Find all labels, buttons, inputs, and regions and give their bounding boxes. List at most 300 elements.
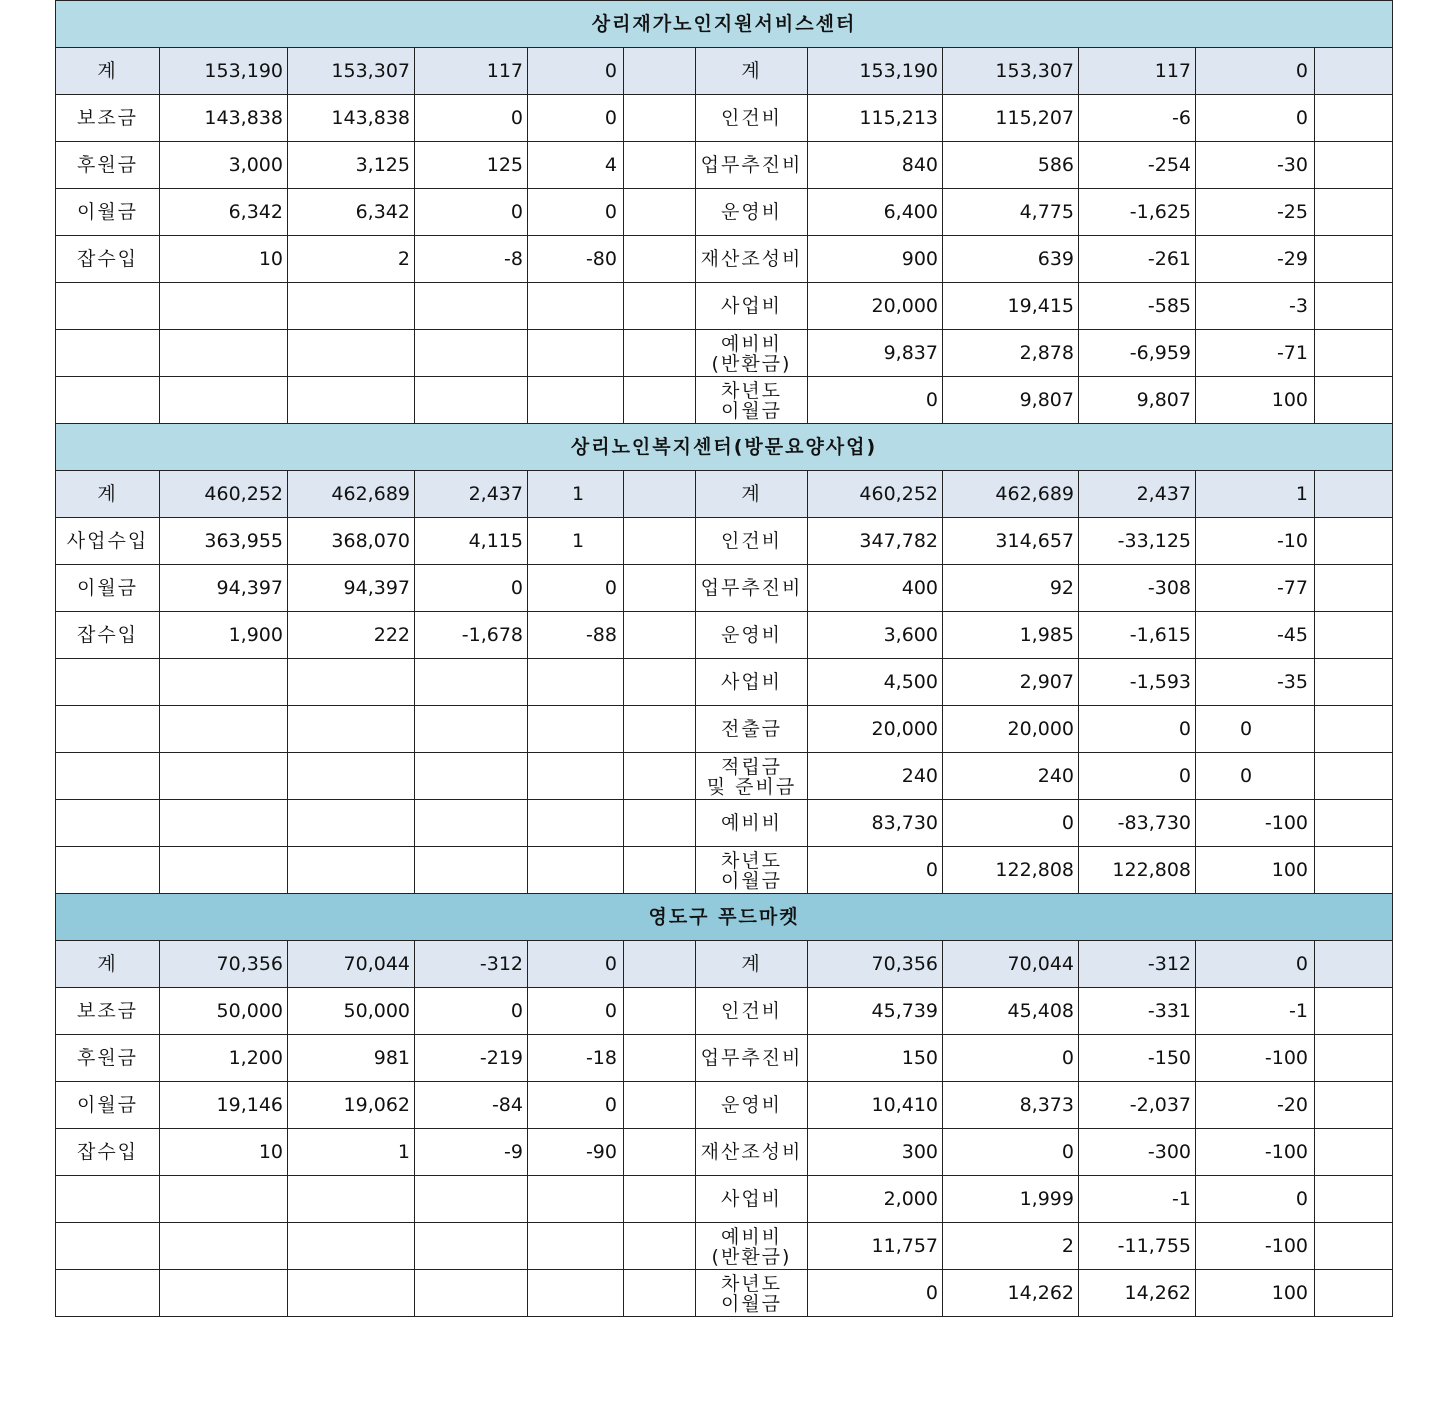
note-cell bbox=[1315, 706, 1393, 753]
amount-cell: 840 bbox=[808, 142, 943, 189]
revenue-item-label bbox=[56, 1270, 160, 1317]
revenue-rate-cell bbox=[528, 847, 624, 894]
amount-cell bbox=[160, 847, 288, 894]
amount-cell: 0 bbox=[808, 847, 943, 894]
amount-cell: 20,000 bbox=[808, 283, 943, 330]
expense-rate-cell: -71 bbox=[1196, 330, 1315, 377]
note-cell bbox=[624, 941, 696, 988]
expense-rate-cell: -77 bbox=[1196, 565, 1315, 612]
table-row bbox=[56, 236, 1393, 283]
amount-cell: 6,342 bbox=[160, 189, 288, 236]
expense-item-label: 전출금 bbox=[696, 706, 808, 753]
amount-cell: 300 bbox=[808, 1129, 943, 1176]
amount-cell: -312 bbox=[415, 941, 528, 988]
expense-rate-cell: 100 bbox=[1196, 847, 1315, 894]
amount-cell: 8,373 bbox=[943, 1082, 1079, 1129]
note-cell bbox=[624, 1176, 696, 1223]
table-row bbox=[56, 1082, 1393, 1129]
amount-cell: -8 bbox=[415, 236, 528, 283]
amount-cell bbox=[288, 283, 415, 330]
revenue-rate-cell: -80 bbox=[528, 236, 624, 283]
amount-cell: 19,062 bbox=[288, 1082, 415, 1129]
note-cell bbox=[1315, 142, 1393, 189]
expense-rate-cell: -25 bbox=[1196, 189, 1315, 236]
note-cell bbox=[624, 612, 696, 659]
revenue-rate-cell: 0 bbox=[528, 95, 624, 142]
amount-cell bbox=[415, 330, 528, 377]
note-cell bbox=[1315, 377, 1393, 424]
expense-item-label: 인건비 bbox=[696, 518, 808, 565]
amount-cell: -1,615 bbox=[1079, 612, 1196, 659]
amount-cell bbox=[415, 659, 528, 706]
amount-cell: 0 bbox=[415, 565, 528, 612]
revenue-rate-cell: -90 bbox=[528, 1129, 624, 1176]
amount-cell: 4,500 bbox=[808, 659, 943, 706]
revenue-item-label: 후원금 bbox=[56, 142, 160, 189]
revenue-rate-cell: 0 bbox=[528, 565, 624, 612]
expense-item-label: 업무추진비 bbox=[696, 1035, 808, 1082]
amount-cell: -33,125 bbox=[1079, 518, 1196, 565]
revenue-item-label bbox=[56, 1223, 160, 1270]
note-cell bbox=[1315, 1035, 1393, 1082]
revenue-item-label: 잡수입 bbox=[56, 612, 160, 659]
note-cell bbox=[624, 48, 696, 95]
amount-cell: -308 bbox=[1079, 565, 1196, 612]
expense-item-label: 계 bbox=[696, 941, 808, 988]
amount-cell: 153,307 bbox=[288, 48, 415, 95]
revenue-rate-cell bbox=[528, 1223, 624, 1270]
revenue-rate-cell bbox=[528, 283, 624, 330]
note-cell bbox=[1315, 1176, 1393, 1223]
amount-cell bbox=[288, 753, 415, 800]
note-cell bbox=[1315, 236, 1393, 283]
note-cell bbox=[624, 189, 696, 236]
note-cell bbox=[624, 471, 696, 518]
amount-cell: 1,900 bbox=[160, 612, 288, 659]
amount-cell bbox=[160, 283, 288, 330]
amount-cell: 460,252 bbox=[808, 471, 943, 518]
label-line: 이월금 bbox=[720, 400, 783, 422]
amount-cell: 11,757 bbox=[808, 1223, 943, 1270]
amount-cell bbox=[415, 377, 528, 424]
revenue-item-label: 사업수입 bbox=[56, 518, 160, 565]
amount-cell: 10 bbox=[160, 236, 288, 283]
table-row bbox=[56, 95, 1393, 142]
amount-cell: 3,000 bbox=[160, 142, 288, 189]
expense-rate-cell: 100 bbox=[1196, 1270, 1315, 1317]
table-row bbox=[56, 1035, 1393, 1082]
expense-item-label bbox=[696, 377, 808, 424]
note-cell bbox=[1315, 847, 1393, 894]
amount-cell: 45,408 bbox=[943, 988, 1079, 1035]
table-row bbox=[56, 1270, 1393, 1317]
amount-cell bbox=[160, 706, 288, 753]
amount-cell: 314,657 bbox=[943, 518, 1079, 565]
amount-cell: 4,775 bbox=[943, 189, 1079, 236]
expense-item-label: 운영비 bbox=[696, 189, 808, 236]
amount-cell: 115,207 bbox=[943, 95, 1079, 142]
table-row bbox=[56, 612, 1393, 659]
amount-cell: 14,262 bbox=[1079, 1270, 1196, 1317]
amount-cell: 70,356 bbox=[808, 941, 943, 988]
amount-cell bbox=[288, 1176, 415, 1223]
amount-cell: 6,400 bbox=[808, 189, 943, 236]
amount-cell: 92 bbox=[943, 565, 1079, 612]
note-cell bbox=[624, 753, 696, 800]
amount-cell: 125 bbox=[415, 142, 528, 189]
amount-cell bbox=[415, 1176, 528, 1223]
amount-cell: 3,125 bbox=[288, 142, 415, 189]
section-title: 상리재가노인지원서비스센터 bbox=[56, 1, 1393, 48]
amount-cell: 19,146 bbox=[160, 1082, 288, 1129]
table-row bbox=[56, 800, 1393, 847]
note-cell bbox=[1315, 1129, 1393, 1176]
amount-cell bbox=[288, 377, 415, 424]
revenue-rate-cell bbox=[528, 1270, 624, 1317]
expense-item-label: 업무추진비 bbox=[696, 565, 808, 612]
amount-cell: 70,044 bbox=[943, 941, 1079, 988]
expense-item-label: 사업비 bbox=[696, 659, 808, 706]
amount-cell: 0 bbox=[943, 1129, 1079, 1176]
amount-cell: 9,807 bbox=[943, 377, 1079, 424]
revenue-item-label bbox=[56, 283, 160, 330]
expense-rate-cell: -45 bbox=[1196, 612, 1315, 659]
expense-rate-cell: -10 bbox=[1196, 518, 1315, 565]
amount-cell: 363,955 bbox=[160, 518, 288, 565]
amount-cell: 153,307 bbox=[943, 48, 1079, 95]
amount-cell: 240 bbox=[943, 753, 1079, 800]
expense-rate-cell: -3 bbox=[1196, 283, 1315, 330]
note-cell bbox=[624, 847, 696, 894]
amount-cell: 150 bbox=[808, 1035, 943, 1082]
revenue-item-label bbox=[56, 659, 160, 706]
amount-cell: 0 bbox=[943, 1035, 1079, 1082]
note-cell bbox=[624, 95, 696, 142]
budget-table-body bbox=[56, 1, 1393, 1317]
amount-cell: 10,410 bbox=[808, 1082, 943, 1129]
label-line: 예비비 bbox=[720, 1226, 783, 1248]
total-row bbox=[56, 941, 1393, 988]
amount-cell bbox=[160, 659, 288, 706]
label-line: 이월금 bbox=[720, 1293, 783, 1315]
amount-cell: -219 bbox=[415, 1035, 528, 1082]
note-cell bbox=[1315, 1270, 1393, 1317]
revenue-item-label: 잡수입 bbox=[56, 236, 160, 283]
revenue-item-label bbox=[56, 330, 160, 377]
note-cell bbox=[624, 988, 696, 1035]
expense-rate-cell: -20 bbox=[1196, 1082, 1315, 1129]
label-line: (반환금) bbox=[711, 353, 792, 375]
table-row bbox=[56, 706, 1393, 753]
amount-cell: 1 bbox=[288, 1129, 415, 1176]
amount-cell: 70,356 bbox=[160, 941, 288, 988]
table-row bbox=[56, 1223, 1393, 1270]
amount-cell: 0 bbox=[415, 988, 528, 1035]
note-cell bbox=[1315, 941, 1393, 988]
amount-cell: 639 bbox=[943, 236, 1079, 283]
amount-cell: 2,437 bbox=[1079, 471, 1196, 518]
revenue-item-label bbox=[56, 800, 160, 847]
label-line: 적립금 bbox=[720, 756, 783, 778]
label-line: 차년도 bbox=[720, 850, 783, 872]
table-row bbox=[56, 283, 1393, 330]
table-row bbox=[56, 142, 1393, 189]
revenue-item-label bbox=[56, 377, 160, 424]
amount-cell: 10 bbox=[160, 1129, 288, 1176]
expense-rate-cell: 0 bbox=[1196, 95, 1315, 142]
expense-item-label: 계 bbox=[696, 471, 808, 518]
revenue-item-label bbox=[56, 1176, 160, 1223]
revenue-rate-cell bbox=[528, 706, 624, 753]
note-cell bbox=[624, 1035, 696, 1082]
revenue-item-label: 보조금 bbox=[56, 95, 160, 142]
amount-cell bbox=[415, 283, 528, 330]
amount-cell: 0 bbox=[415, 95, 528, 142]
expense-rate-cell: -100 bbox=[1196, 1223, 1315, 1270]
amount-cell: 981 bbox=[288, 1035, 415, 1082]
amount-cell bbox=[160, 330, 288, 377]
note-cell bbox=[1315, 95, 1393, 142]
note-cell bbox=[624, 800, 696, 847]
expense-item-label: 인건비 bbox=[696, 988, 808, 1035]
amount-cell: 19,415 bbox=[943, 283, 1079, 330]
total-row bbox=[56, 471, 1393, 518]
revenue-item-label: 이월금 bbox=[56, 565, 160, 612]
amount-cell: 6,342 bbox=[288, 189, 415, 236]
expense-item-label: 사업비 bbox=[696, 283, 808, 330]
expense-rate-cell: -100 bbox=[1196, 800, 1315, 847]
revenue-rate-cell: 0 bbox=[528, 941, 624, 988]
amount-cell: 462,689 bbox=[288, 471, 415, 518]
amount-cell: -150 bbox=[1079, 1035, 1196, 1082]
amount-cell: 586 bbox=[943, 142, 1079, 189]
note-cell bbox=[624, 236, 696, 283]
amount-cell: 45,739 bbox=[808, 988, 943, 1035]
amount-cell: -312 bbox=[1079, 941, 1196, 988]
revenue-rate-cell bbox=[528, 800, 624, 847]
amount-cell bbox=[288, 659, 415, 706]
amount-cell: 143,838 bbox=[288, 95, 415, 142]
amount-cell: 153,190 bbox=[160, 48, 288, 95]
amount-cell: 2,000 bbox=[808, 1176, 943, 1223]
note-cell bbox=[624, 706, 696, 753]
revenue-rate-cell bbox=[528, 753, 624, 800]
amount-cell: 94,397 bbox=[288, 565, 415, 612]
label-line: 예비비 bbox=[720, 333, 783, 355]
expense-item-label: 예비비 bbox=[696, 800, 808, 847]
note-cell bbox=[624, 330, 696, 377]
budget-table bbox=[55, 0, 1393, 1317]
amount-cell: 240 bbox=[808, 753, 943, 800]
expense-item-label: 재산조성비 bbox=[696, 1129, 808, 1176]
table-row bbox=[56, 518, 1393, 565]
amount-cell bbox=[288, 1270, 415, 1317]
amount-cell: 0 bbox=[943, 800, 1079, 847]
amount-cell: -331 bbox=[1079, 988, 1196, 1035]
note-cell bbox=[1315, 565, 1393, 612]
table-row bbox=[56, 1176, 1393, 1223]
section-title: 상리노인복지센터(방문요양사업) bbox=[56, 424, 1393, 471]
note-cell bbox=[1315, 800, 1393, 847]
note-cell bbox=[624, 142, 696, 189]
expense-rate-cell: 0 bbox=[1196, 48, 1315, 95]
note-cell bbox=[1315, 1223, 1393, 1270]
amount-cell: -1,678 bbox=[415, 612, 528, 659]
amount-cell: -11,755 bbox=[1079, 1223, 1196, 1270]
revenue-item-label bbox=[56, 753, 160, 800]
amount-cell bbox=[288, 330, 415, 377]
expense-rate-cell: 1 bbox=[1196, 471, 1315, 518]
amount-cell: -6 bbox=[1079, 95, 1196, 142]
revenue-rate-cell bbox=[528, 659, 624, 706]
section-title: 영도구 푸드마켓 bbox=[56, 894, 1393, 941]
amount-cell: 400 bbox=[808, 565, 943, 612]
revenue-rate-cell: 0 bbox=[528, 48, 624, 95]
expense-item-label: 재산조성비 bbox=[696, 236, 808, 283]
amount-cell: 1,985 bbox=[943, 612, 1079, 659]
section-header bbox=[56, 894, 1393, 941]
amount-cell: -2,037 bbox=[1079, 1082, 1196, 1129]
label-line: 차년도 bbox=[720, 1273, 783, 1295]
amount-cell: 14,262 bbox=[943, 1270, 1079, 1317]
amount-cell bbox=[415, 847, 528, 894]
revenue-item-label: 계 bbox=[56, 471, 160, 518]
amount-cell bbox=[160, 1223, 288, 1270]
amount-cell: 50,000 bbox=[160, 988, 288, 1035]
expense-rate-cell: -30 bbox=[1196, 142, 1315, 189]
note-cell bbox=[1315, 189, 1393, 236]
amount-cell: 2 bbox=[288, 236, 415, 283]
expense-item-label: 사업비 bbox=[696, 1176, 808, 1223]
amount-cell bbox=[160, 1176, 288, 1223]
table-row bbox=[56, 1129, 1393, 1176]
amount-cell: 0 bbox=[415, 189, 528, 236]
revenue-item-label: 계 bbox=[56, 48, 160, 95]
revenue-item-label bbox=[56, 706, 160, 753]
table-row bbox=[56, 988, 1393, 1035]
amount-cell: 900 bbox=[808, 236, 943, 283]
label-line: 및 준비금 bbox=[706, 776, 797, 798]
total-row bbox=[56, 48, 1393, 95]
revenue-rate-cell: 1 bbox=[528, 471, 624, 518]
note-cell bbox=[624, 659, 696, 706]
expense-rate-cell: 100 bbox=[1196, 377, 1315, 424]
expense-rate-cell: 0 bbox=[1196, 753, 1315, 800]
amount-cell bbox=[288, 800, 415, 847]
expense-item-label: 운영비 bbox=[696, 1082, 808, 1129]
table-row bbox=[56, 377, 1393, 424]
amount-cell bbox=[415, 1270, 528, 1317]
note-cell bbox=[1315, 471, 1393, 518]
amount-cell: 9,807 bbox=[1079, 377, 1196, 424]
note-cell bbox=[1315, 1082, 1393, 1129]
amount-cell bbox=[415, 753, 528, 800]
amount-cell: 368,070 bbox=[288, 518, 415, 565]
note-cell bbox=[1315, 612, 1393, 659]
amount-cell: -83,730 bbox=[1079, 800, 1196, 847]
amount-cell: 2,437 bbox=[415, 471, 528, 518]
note-cell bbox=[624, 1270, 696, 1317]
amount-cell: 0 bbox=[1079, 706, 1196, 753]
amount-cell: 117 bbox=[415, 48, 528, 95]
amount-cell: 347,782 bbox=[808, 518, 943, 565]
table-row bbox=[56, 659, 1393, 706]
amount-cell bbox=[160, 800, 288, 847]
note-cell bbox=[1315, 753, 1393, 800]
expense-rate-cell: 0 bbox=[1196, 706, 1315, 753]
revenue-rate-cell bbox=[528, 377, 624, 424]
amount-cell: 122,808 bbox=[1079, 847, 1196, 894]
amount-cell: 20,000 bbox=[943, 706, 1079, 753]
expense-rate-cell: -1 bbox=[1196, 988, 1315, 1035]
expense-rate-cell: -35 bbox=[1196, 659, 1315, 706]
expense-item-label: 운영비 bbox=[696, 612, 808, 659]
amount-cell: 1,999 bbox=[943, 1176, 1079, 1223]
amount-cell bbox=[415, 800, 528, 847]
expense-item-label: 업무추진비 bbox=[696, 142, 808, 189]
note-cell bbox=[1315, 283, 1393, 330]
amount-cell: -300 bbox=[1079, 1129, 1196, 1176]
label-line: 이월금 bbox=[720, 870, 783, 892]
revenue-item-label: 잡수입 bbox=[56, 1129, 160, 1176]
revenue-rate-cell: 4 bbox=[528, 142, 624, 189]
note-cell bbox=[1315, 518, 1393, 565]
amount-cell: 9,837 bbox=[808, 330, 943, 377]
amount-cell: 70,044 bbox=[288, 941, 415, 988]
expense-rate-cell: -100 bbox=[1196, 1035, 1315, 1082]
section-header bbox=[56, 1, 1393, 48]
amount-cell: 122,808 bbox=[943, 847, 1079, 894]
amount-cell bbox=[160, 1270, 288, 1317]
amount-cell: -254 bbox=[1079, 142, 1196, 189]
amount-cell: 1,200 bbox=[160, 1035, 288, 1082]
expense-rate-cell: 0 bbox=[1196, 941, 1315, 988]
label-line: 차년도 bbox=[720, 380, 783, 402]
revenue-rate-cell: -88 bbox=[528, 612, 624, 659]
amount-cell: -9 bbox=[415, 1129, 528, 1176]
amount-cell: 2,907 bbox=[943, 659, 1079, 706]
table-row bbox=[56, 753, 1393, 800]
amount-cell bbox=[288, 1223, 415, 1270]
amount-cell: -585 bbox=[1079, 283, 1196, 330]
revenue-rate-cell: 0 bbox=[528, 1082, 624, 1129]
amount-cell: 2,878 bbox=[943, 330, 1079, 377]
amount-cell: 83,730 bbox=[808, 800, 943, 847]
expense-rate-cell: -100 bbox=[1196, 1129, 1315, 1176]
note-cell bbox=[624, 518, 696, 565]
expense-item-label bbox=[696, 753, 808, 800]
expense-item-label bbox=[696, 1223, 808, 1270]
table-row bbox=[56, 847, 1393, 894]
note-cell bbox=[1315, 659, 1393, 706]
amount-cell: 222 bbox=[288, 612, 415, 659]
label-line: (반환금) bbox=[711, 1246, 792, 1268]
amount-cell bbox=[160, 377, 288, 424]
expense-item-label bbox=[696, 330, 808, 377]
revenue-item-label: 후원금 bbox=[56, 1035, 160, 1082]
table-row bbox=[56, 189, 1393, 236]
note-cell bbox=[624, 1129, 696, 1176]
amount-cell: 115,213 bbox=[808, 95, 943, 142]
table-row bbox=[56, 330, 1393, 377]
amount-cell: -1 bbox=[1079, 1176, 1196, 1223]
amount-cell: 0 bbox=[808, 377, 943, 424]
amount-cell: 20,000 bbox=[808, 706, 943, 753]
note-cell bbox=[624, 565, 696, 612]
amount-cell: 2 bbox=[943, 1223, 1079, 1270]
amount-cell: 117 bbox=[1079, 48, 1196, 95]
amount-cell: 143,838 bbox=[160, 95, 288, 142]
